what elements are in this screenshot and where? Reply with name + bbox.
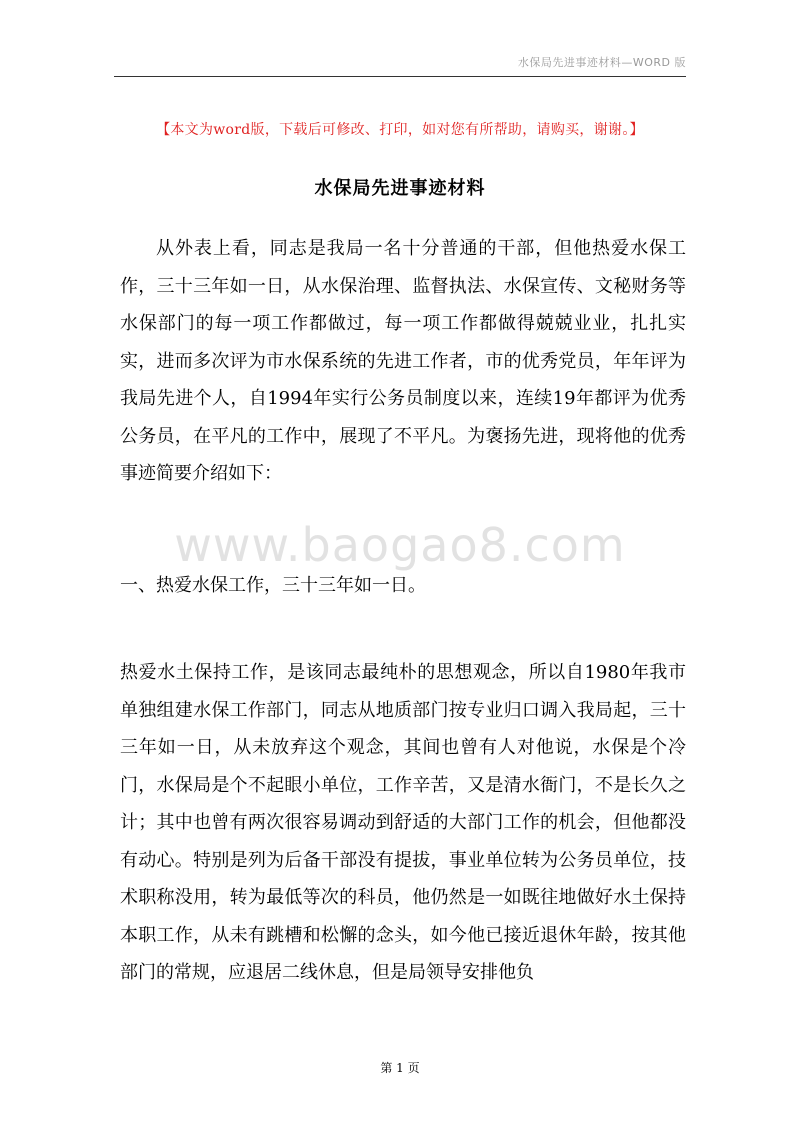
document-title: 水保局先进事迹材料 [314, 178, 486, 199]
page-header [114, 50, 686, 77]
page-number: 第 1 页 [380, 1061, 420, 1075]
paragraph-section-1: 热爱水土保持工作，是该同志最纯朴的思想观念，所以自1980年我市单独组建水保工作部门，同志从地质部门按专业归口调入我局起，三十三年如一日，从未放弃这个观念，其间也曾有人对他说，水保是个冷门，水保局是个不起眼小单位，工作辛苦，又是清水衙门，不是长久之计；其中也曾有两次很容易调动到舒适的大部门工作的机会，但他都没有动心。特别是列为后备干部没有提拔，事业单位转为公务员单位，技术职称没用，转为最低等次的科员，他仍然是一如既往地做好水土保持本职工作，从未有跳槽和松懈的念头，如今他已接近退休年龄，按其他部门的常规，应退居二线休息，但是局领导安排他负 [120, 662, 686, 983]
header-title: 水保局先进事迹材料—WORD 版 [517, 56, 686, 69]
paragraph-intro: 从外表上看，同志是我局一名十分普通的干部，但他热爱水保工作，三十三年如一日，从水保治理、监督执法、水保宣传、文秘财务等水保部门的每一项工作都做过，每一项工作都做得兢兢业业，扎扎实实，进而多次评为市水保系统的先进工作者，市的优秀党员，年年评为我局先进个人，自1994年实行公务员制度以来，连续19年都评为优秀公务员，在平凡的工作中，展现了不平凡。为褒扬先进，现将他的优秀事迹简要介绍如下： [120, 238, 686, 484]
download-notice: 【本文为word版，下载后可修改、打印，如对您有所帮助，请购买，谢谢。】 [156, 122, 644, 138]
watermark: www.baogao8.com [174, 518, 626, 572]
section-heading-1: 一、热爱水保工作，三十三年如一日。 [120, 575, 426, 596]
